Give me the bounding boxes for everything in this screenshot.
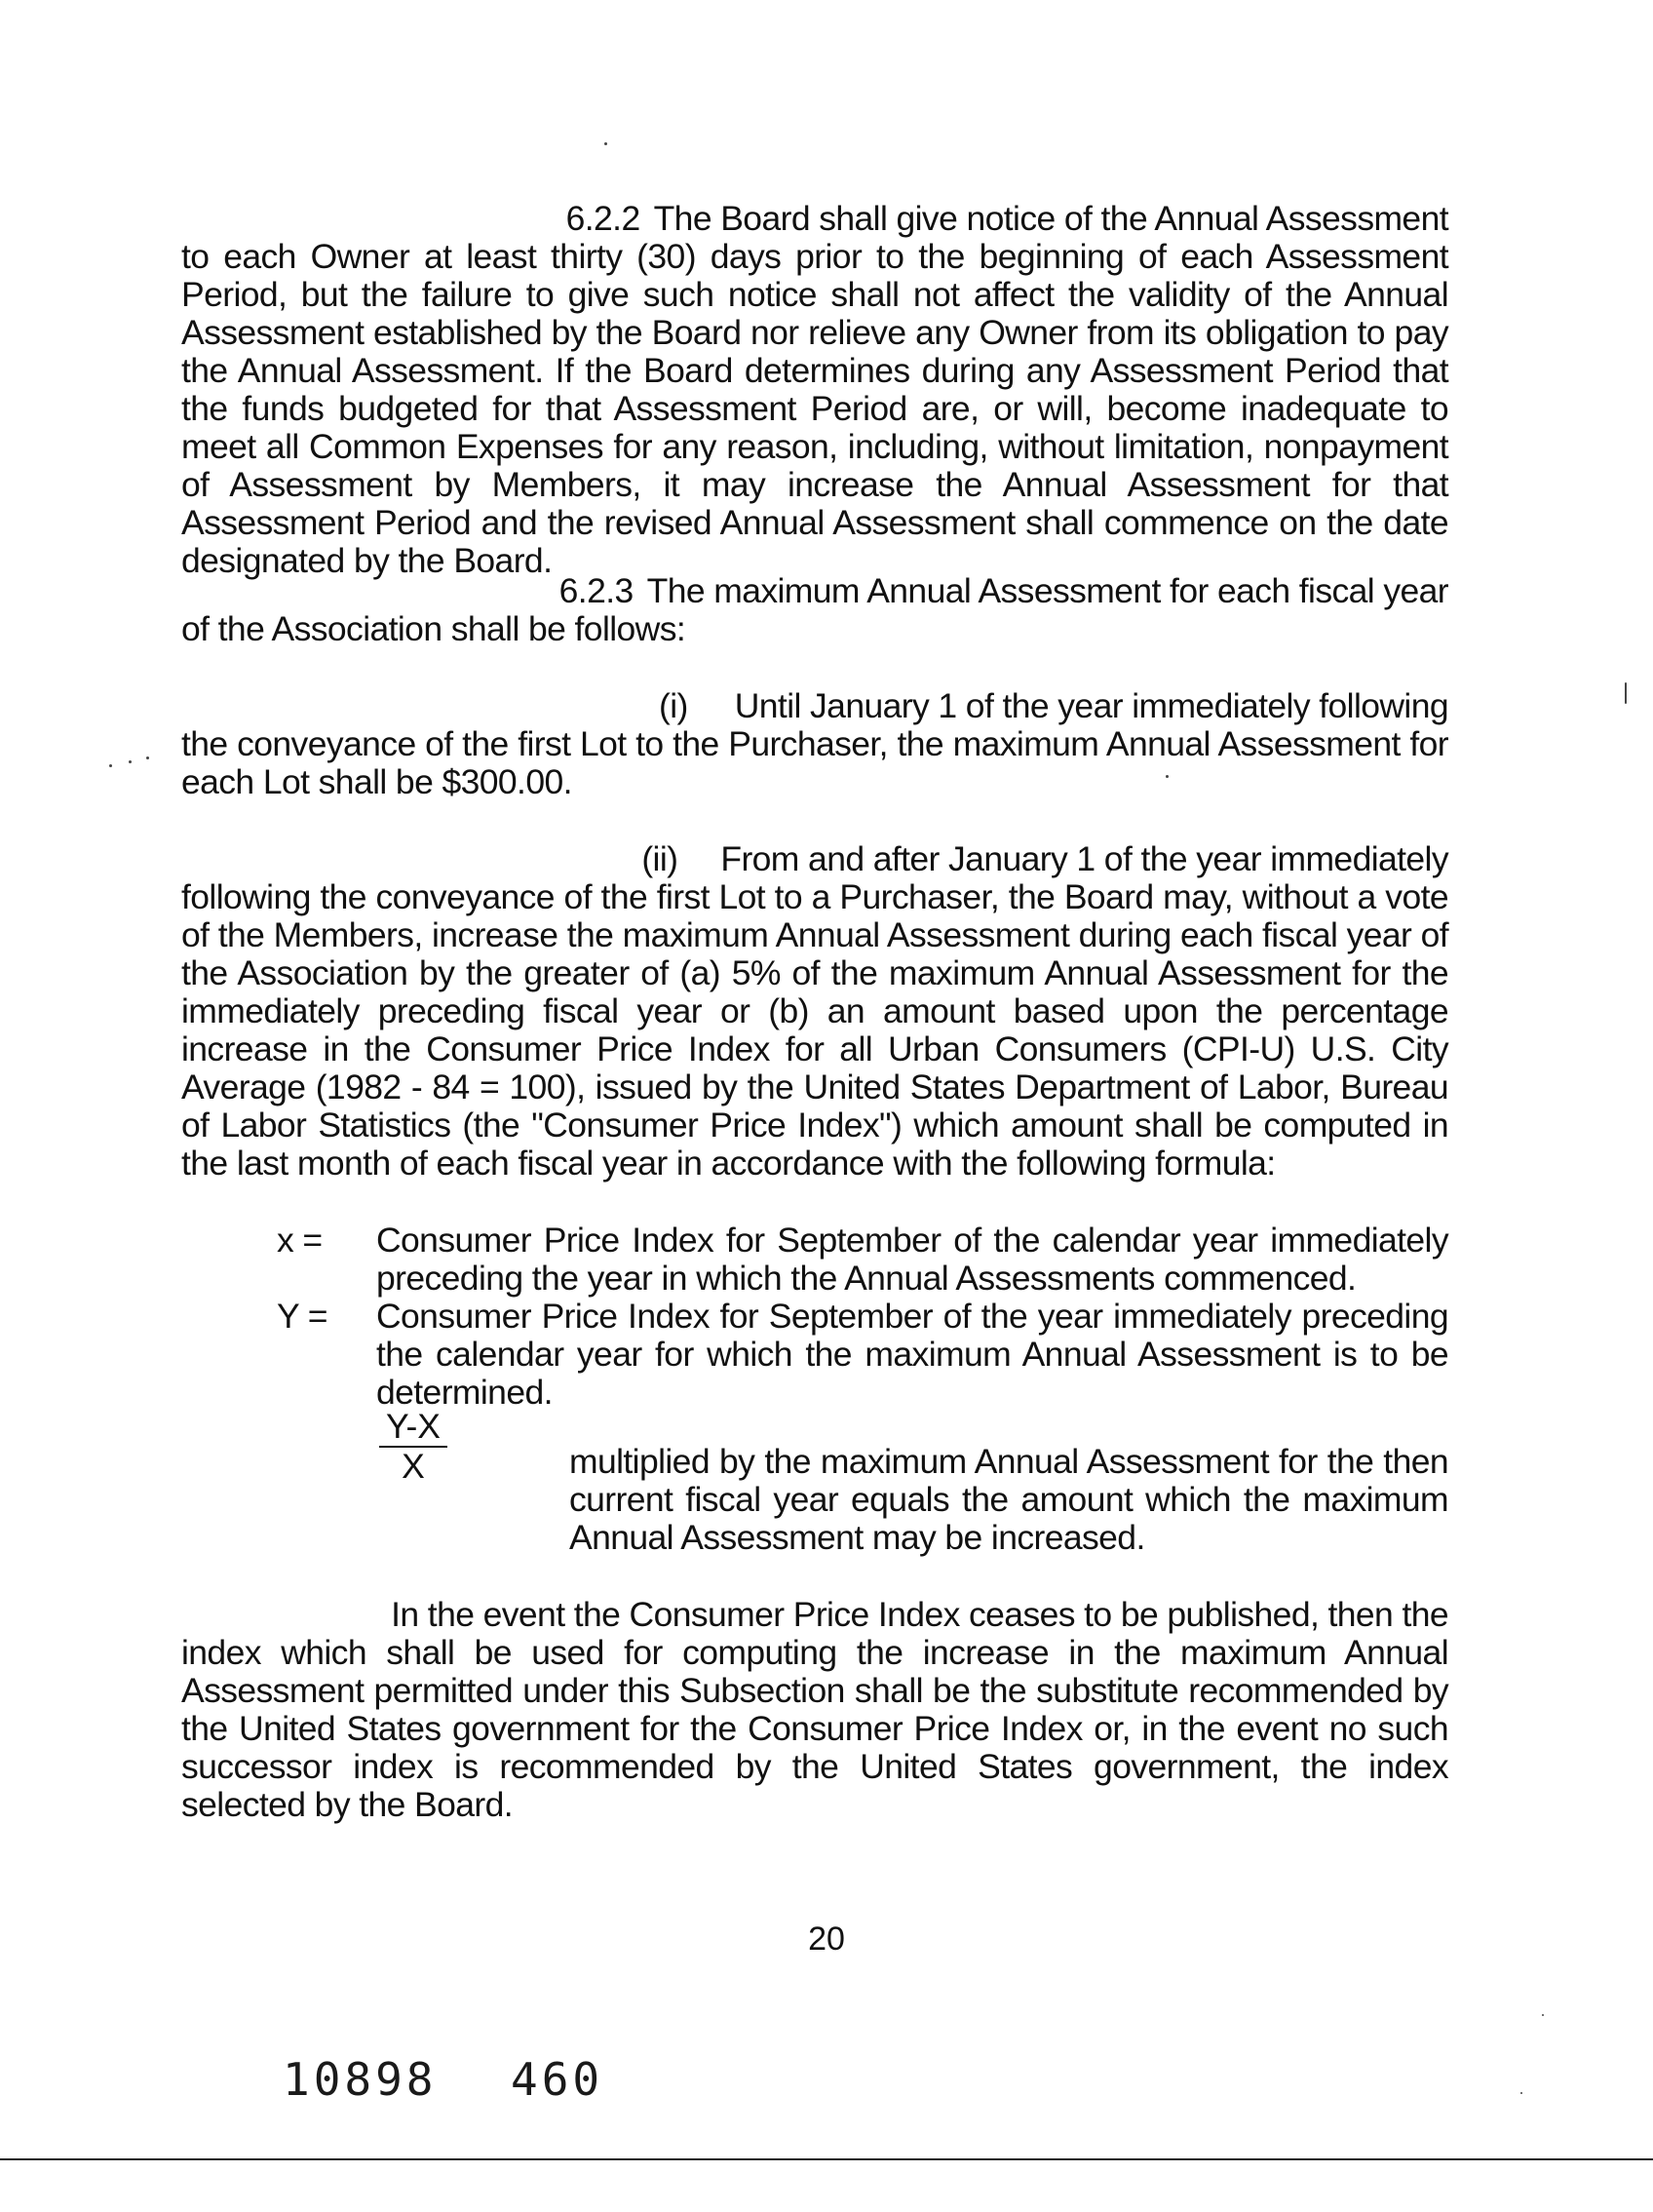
item-label: (ii)	[641, 839, 678, 878]
section-number: 6.2.3	[558, 571, 634, 610]
fraction-denominator: X	[402, 1447, 425, 1486]
section-6-2-2	[181, 200, 1448, 580]
scan-speck	[109, 764, 112, 767]
scan-speck	[1520, 2092, 1522, 2094]
scan-speck	[1625, 682, 1627, 704]
section-first-line: The Board shall give notice of the Annual Assessment	[653, 199, 1448, 238]
section-body: to each Owner at least thirty (30) days prior to the beginning of each Assessment Period, but the failure to give such notice shall not affect the validity of the Annual Assessment established by the Board nor relieve any Owner from its obligation to pay the Annual Assessment. If the Board determines during any Assessment Period that the funds budgeted for that Assessment Period are, or will, become inadequate to meet all Common Expenses for any reason, including, without limitation, nonpayment of Assessment by Members, it may increase the Annual Assessment for that Assessment Period and the revised Annual Assessment shall commence on the date designated by the Board.	[181, 237, 1448, 580]
section-first-line: The maximum Annual Assessment for each fiscal year	[646, 571, 1448, 610]
section-6-2-3	[181, 572, 1448, 648]
closing-first-line: In the event the Consumer Price Index ceases to be published, then the	[391, 1595, 1448, 1634]
item-label: (i)	[659, 686, 688, 725]
closing-paragraph	[181, 1596, 1448, 1824]
item-ii-heading-line	[181, 840, 1448, 878]
scan-speck	[146, 757, 149, 759]
formula-x-definition: Consumer Price Index for September of the calendar year immediately preceding the year in which the Annual Assessments commenced.	[376, 1221, 1448, 1298]
recording-page-number: 460	[511, 2053, 604, 2106]
section-body: of the Association shall be follows:	[181, 609, 686, 648]
closing-body: index which shall be used for computing the increase in the maximum Annual Assessment permitted under this Subsection shall be the substitute recommended by the United States government for the Consumer Price Index or, in the event no such successor index is recommended by the United States government, the index selected by the Board.	[181, 1633, 1448, 1824]
item-body: the conveyance of the first Lot to the Purchaser, the maximum Annual Assessment for each Lot shall be $300.00.	[181, 724, 1448, 801]
formula-y-definition: Consumer Price Index for September of the year immediately preceding the calendar year for which the maximum Annual Assessment is to be determined.	[376, 1297, 1448, 1412]
recording-book-number: 10898	[283, 2053, 438, 2106]
page-number: 20	[808, 1921, 845, 1958]
formula-y-variable: Y =	[277, 1297, 327, 1336]
bottom-rule	[0, 2158, 1653, 2160]
item-ii	[181, 840, 1448, 1183]
section-6-2-2-heading-line	[181, 200, 1448, 238]
section-number: 6.2.2	[565, 199, 640, 238]
formula-fraction	[374, 1408, 452, 1486]
section-6-2-3-heading-line	[181, 572, 1448, 610]
formula-x-variable: x =	[277, 1221, 323, 1260]
item-i-heading-line	[181, 687, 1448, 725]
item-body: following the conveyance of the first Lot to a Purchaser, the Board may, without a vote of the Members, increase the maximum Annual Assessment during each fiscal year of the Association by the greater of (a) 5% of the maximum Annual Assessment for the immediately preceding fiscal year or (b) an amount based upon the percentage increase in the Consumer Price Index for all Urban Consumers (CPI-U) U.S. City Average (1982 - 84 = 100), issued by the United States Department of Labor, Bureau of Labor Statistics (the "Consumer Price Index") which amount shall be computed in the last month of each fiscal year in accordance with the following formula:	[181, 877, 1448, 1183]
item-first-line: From and after January 1 of the year immediately	[720, 839, 1448, 878]
fraction-numerator: Y-X	[379, 1408, 447, 1448]
formula-fraction-text: multiplied by the maximum Annual Assessment for the then current fiscal year equals the amount which the maximum Annual Assessment may be increased.	[569, 1442, 1448, 1557]
scan-speck	[604, 142, 607, 145]
item-first-line: Until January 1 of the year immediately following	[734, 686, 1448, 725]
scan-speck	[1542, 2014, 1544, 2016]
scan-speck	[129, 760, 132, 763]
item-i	[181, 687, 1448, 801]
scan-speck	[1166, 775, 1169, 778]
